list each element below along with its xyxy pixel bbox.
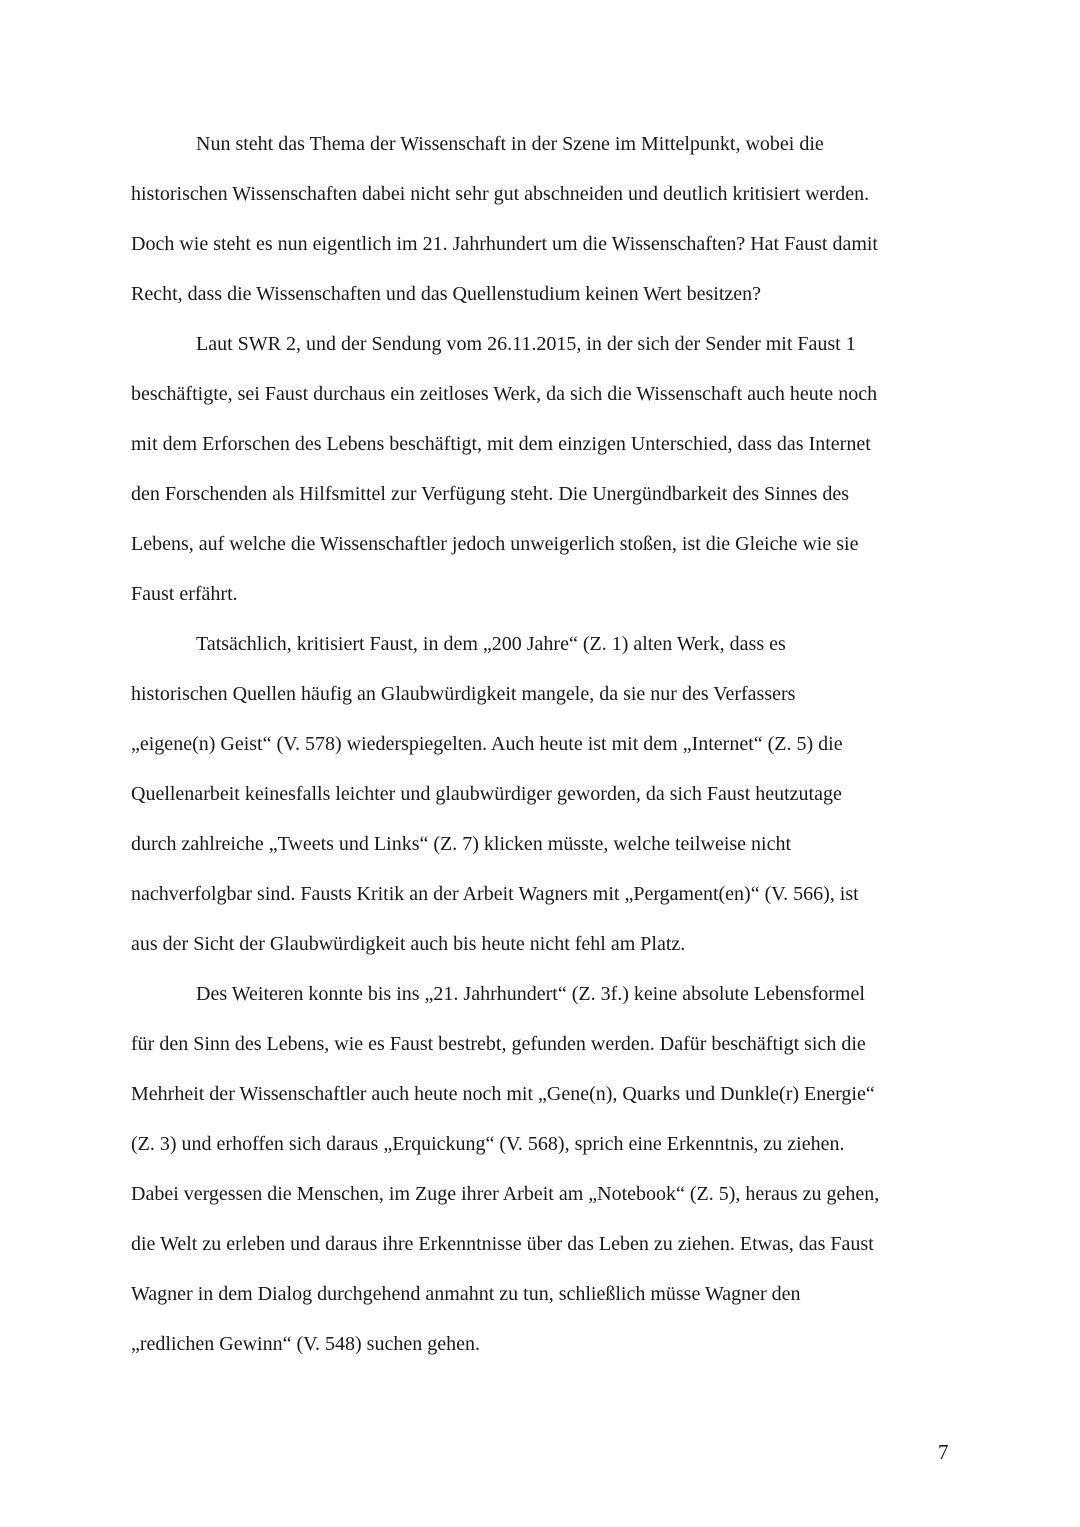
- paragraph-3-line-2: historischen Quellen häufig an Glaubwürdigkeit mangele, da sie nur des Verfassers: [131, 683, 796, 705]
- paragraph-4-line-6: die Welt zu erleben und daraus ihre Erkenntnisse über das Leben zu ziehen. Etwas, das Faust: [131, 1233, 874, 1255]
- paragraph-2-line-1: Laut SWR 2, und der Sendung vom 26.11.2015, in der sich der Sender mit Faust 1: [196, 333, 856, 355]
- paragraph-4-line-8: „redlichen Gewinn“ (V. 548) suchen gehen.: [131, 1333, 480, 1355]
- paragraph-4-line-7: Wagner in dem Dialog durchgehend anmahnt zu tun, schließlich müsse Wagner den: [131, 1283, 801, 1305]
- paragraph-2-line-5: Lebens, auf welche die Wissenschaftler jedoch unweigerlich stoßen, ist die Gleiche wie sie: [131, 533, 859, 555]
- page-number: 7: [938, 1440, 949, 1464]
- paragraph-2-line-2: beschäftigte, sei Faust durchaus ein zeitloses Werk, da sich die Wissenschaft auch heute noch: [131, 383, 878, 405]
- paragraph-2-line-3: mit dem Erforschen des Lebens beschäftigt, mit dem einzigen Unterschied, dass das Internet: [131, 433, 871, 455]
- paragraph-2-line-6: Faust erfährt.: [131, 583, 238, 605]
- paragraph-3-line-3: „eigene(n) Geist“ (V. 578) wiederspiegelten. Auch heute ist mit dem „Internet“ (Z. 5) die: [131, 733, 843, 755]
- paragraph-4-line-4: (Z. 3) und erhoffen sich daraus „Erquickung“ (V. 568), sprich eine Erkenntnis, zu ziehen.: [131, 1133, 845, 1155]
- paragraph-4-line-3: Mehrheit der Wissenschaftler auch heute noch mit „Gene(n), Quarks und Dunkle(r) Energie“: [131, 1083, 875, 1105]
- paragraph-4-line-2: für den Sinn des Lebens, wie es Faust bestrebt, gefunden werden. Dafür beschäftigt sich die: [131, 1033, 866, 1055]
- paragraph-1-line-1: Nun steht das Thema der Wissenschaft in der Szene im Mittelpunkt, wobei die: [196, 133, 824, 155]
- paragraph-1-line-4: Recht, dass die Wissenschaften und das Quellenstudium keinen Wert besitzen?: [131, 283, 762, 305]
- paragraph-2-line-4: den Forschenden als Hilfsmittel zur Verfügung steht. Die Unergündbarkeit des Sinnes des: [131, 483, 850, 505]
- paragraph-3-line-7: aus der Sicht der Glaubwürdigkeit auch bis heute nicht fehl am Platz.: [131, 933, 686, 955]
- paragraph-4-line-1: Des Weiteren konnte bis ins „21. Jahrhundert“ (Z. 3f.) keine absolute Lebensformel: [196, 983, 865, 1005]
- paragraph-3-line-5: durch zahlreiche „Tweets und Links“ (Z. 7) klicken müsste, welche teilweise nicht: [131, 833, 792, 855]
- paragraph-3-line-4: Quellenarbeit keinesfalls leichter und glaubwürdiger geworden, da sich Faust heutzutage: [131, 783, 842, 805]
- paragraph-1-line-3: Doch wie steht es nun eigentlich im 21. Jahrhundert um die Wissenschaften? Hat Faust damit: [131, 233, 878, 255]
- paragraph-3-line-6: nachverfolgbar sind. Fausts Kritik an der Arbeit Wagners mit „Pergament(en)“ (V. 566), ist: [131, 883, 859, 905]
- paragraph-1-line-2: historischen Wissenschaften dabei nicht sehr gut abschneiden und deutlich kritisiert werden.: [131, 183, 870, 205]
- paragraph-3-line-1: Tatsächlich, kritisiert Faust, in dem „200 Jahre“ (Z. 1) alten Werk, dass es: [196, 633, 786, 655]
- paragraph-4-line-5: Dabei vergessen die Menschen, im Zuge ihrer Arbeit am „Notebook“ (Z. 5), heraus zu gehen,: [131, 1183, 880, 1205]
